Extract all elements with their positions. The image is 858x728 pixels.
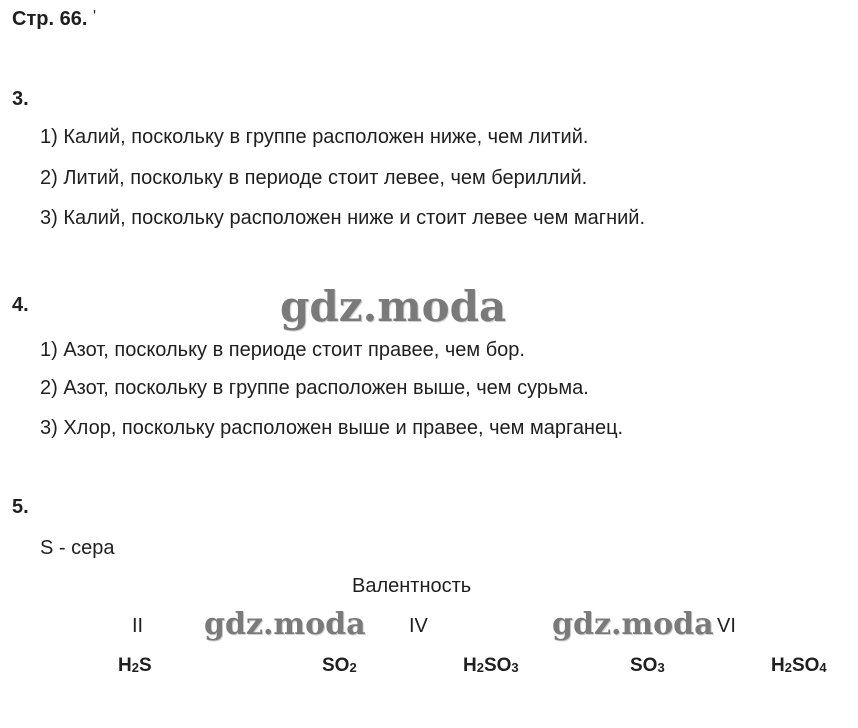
formula-so3: $SO_3$ — [630, 655, 665, 676]
task3-number: 3. — [12, 88, 29, 110]
task4-item-1: 1) Азот, поскольку в периоде стоит правее, чем бор. — [40, 339, 525, 361]
valence-4: IV — [409, 615, 428, 637]
valence-heading: Валентность — [352, 575, 472, 597]
watermark-large: gdz.moda — [280, 282, 507, 331]
valence-6: VI — [717, 615, 736, 637]
formula-h2s: $H_2S$ — [118, 655, 152, 676]
task5-number: 5. — [12, 496, 29, 518]
page-header: Стр. 66. $^ʹ$ — [12, 8, 96, 30]
formula-so2: $SO_2$ — [322, 655, 357, 676]
formula-h2so4: $H_2SO_4$ — [771, 655, 827, 676]
task3-item-2: 2) Литий, поскольку в периоде стоит левее, чем бериллий. — [40, 167, 588, 189]
task4-item-3: 3) Хлор, поскольку расположен выше и правее, чем марганец. — [40, 417, 624, 439]
formula-h2so3: $H_2SO_3$ — [463, 655, 519, 676]
watermark-small-2: gdz.moda — [552, 607, 714, 642]
valence-2: II — [132, 615, 144, 637]
task3-item-1: 1) Калий, поскольку в группе расположен ниже, чем литий. — [40, 126, 589, 148]
task3-item-3: 3) Калий, поскольку расположен ниже и стоит левее чем магний. — [40, 207, 646, 229]
task4-number: 4. — [12, 294, 29, 316]
header-mark: ʹ — [92, 8, 96, 25]
element-label: S - сера — [40, 537, 115, 559]
task4-item-2: 2) Азот, поскольку в группе расположен выше, чем сурьма. — [40, 377, 589, 399]
watermark-small-1: gdz.moda — [204, 607, 366, 642]
